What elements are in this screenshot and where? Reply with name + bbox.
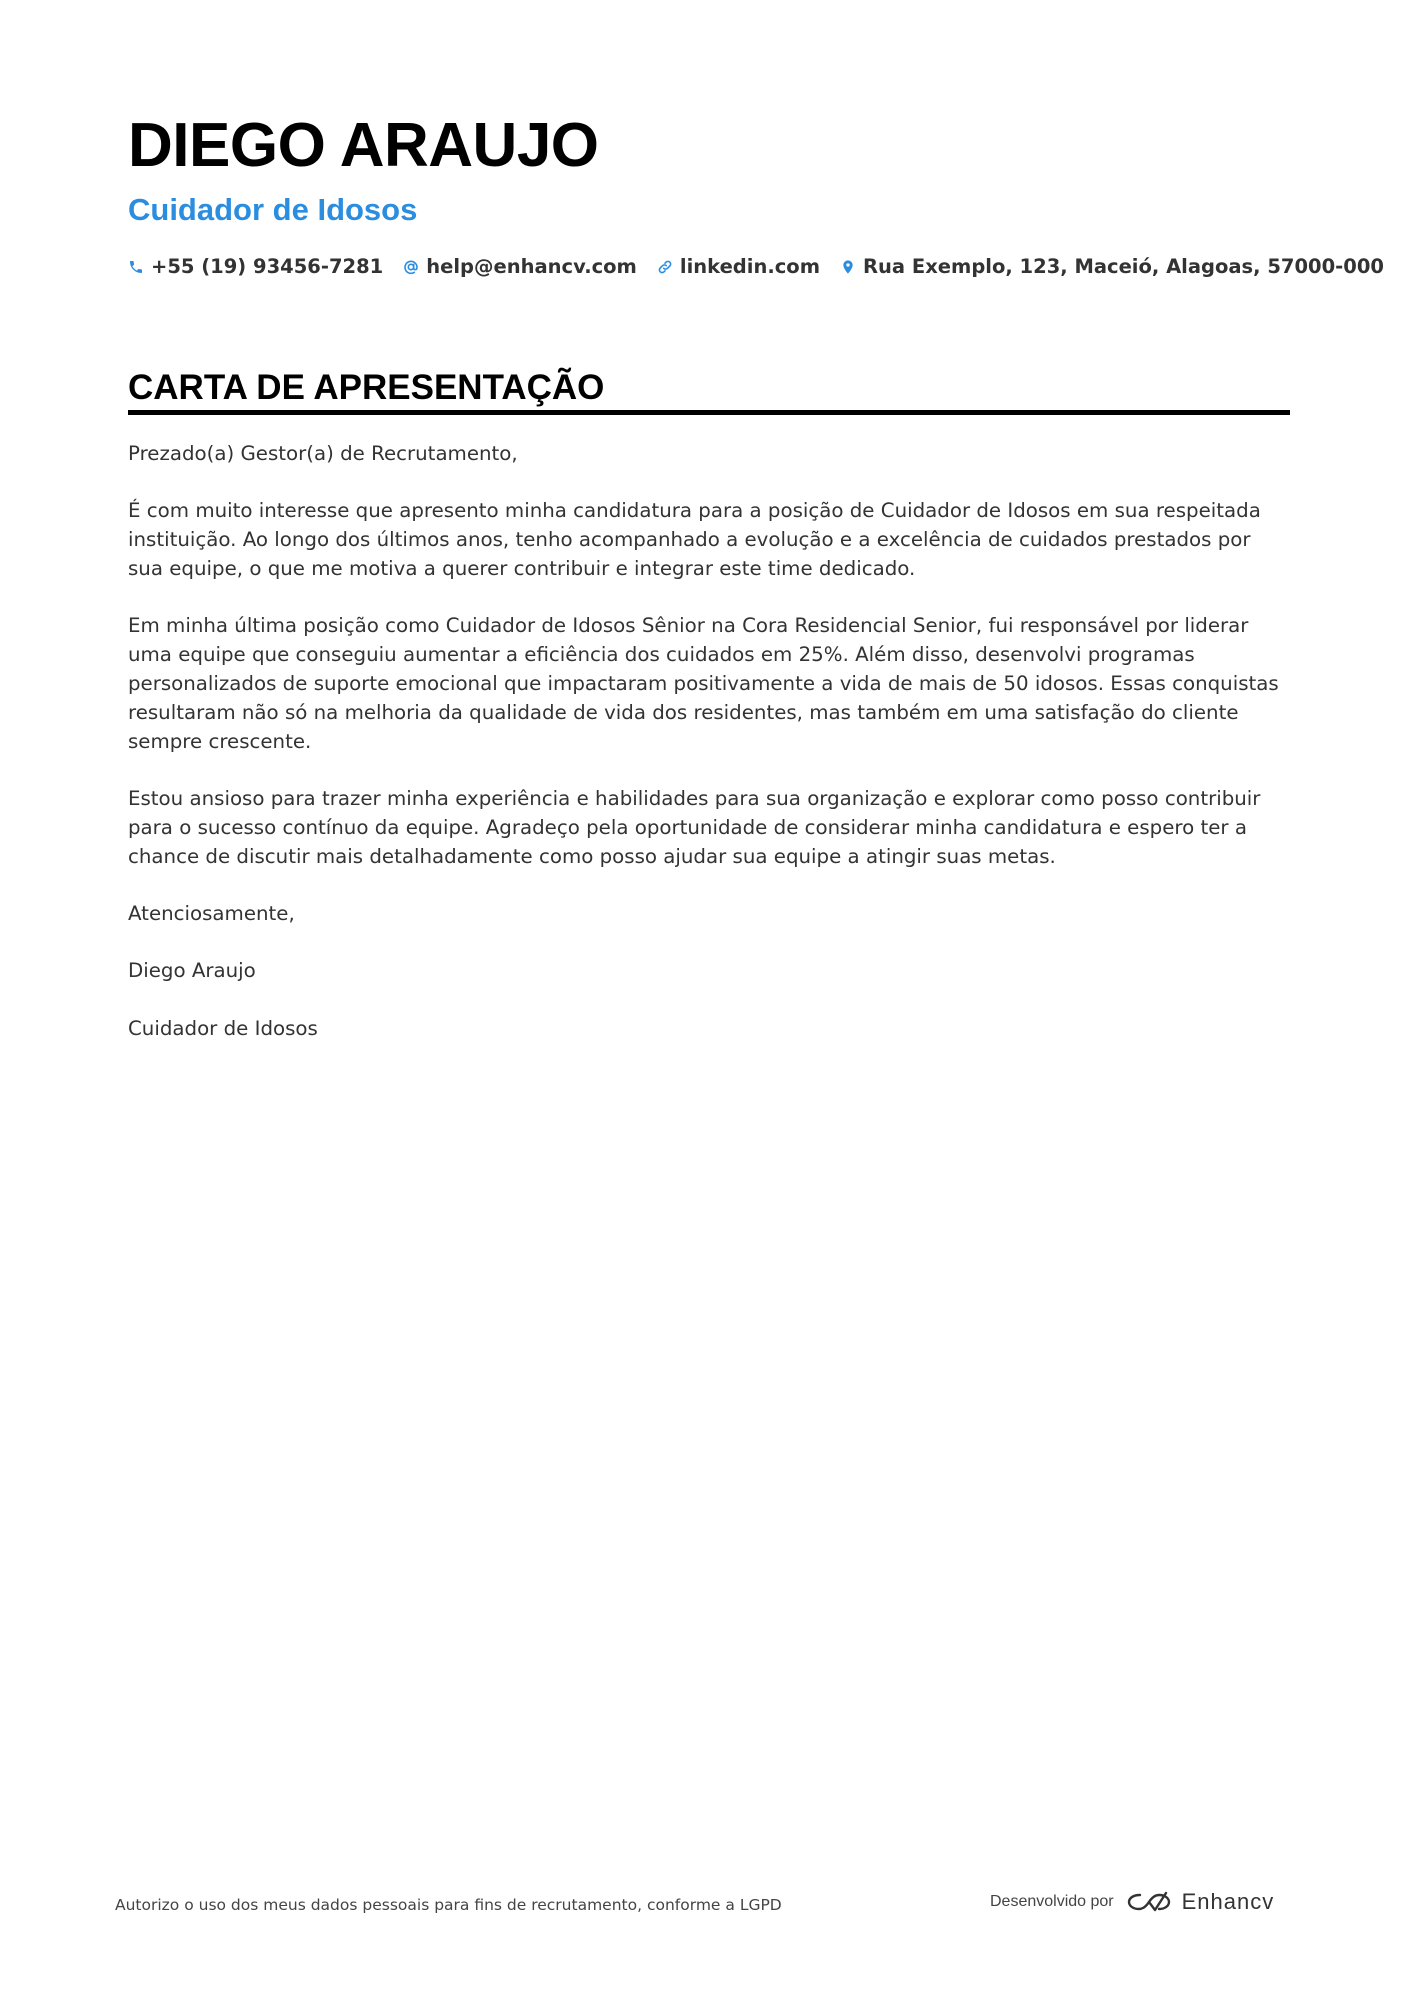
contact-linkedin[interactable] — [657, 252, 820, 282]
letter-paragraph: Em minha última posição como Cuidador de Idosos Sênior na Cora Residencial Senior, fui responsável por liderar uma equipe que conseguiu aumentar a eficiência dos cuidados em 25%. Além disso, desenvolvi programas personalizados de suporte emocional que impactaram positivamente a vida de mais de 50 idosos. Essas conquistas resultaram não só na melhoria da qualidade de vida dos residentes, mas também em uma satisfação do cliente sempre crescente. — [128, 614, 1279, 753]
at-icon — [403, 259, 419, 275]
footer-consent: Autorizo o uso dos meus dados pessoais para fins de recrutamento, conforme a LGPD — [115, 1896, 782, 1914]
contact-address — [840, 252, 1384, 282]
signature-name: Diego Araujo — [128, 959, 256, 983]
link-icon — [657, 259, 673, 275]
contact-email[interactable] — [403, 252, 637, 282]
contact-bar — [128, 252, 1404, 282]
contact-phone[interactable] — [128, 252, 383, 282]
location-pin-icon — [840, 259, 856, 275]
job-title: Cuidador de Idosos — [128, 192, 418, 227]
phone-icon — [128, 259, 144, 275]
letter-greeting: Prezado(a) Gestor(a) de Recrutamento, — [128, 442, 518, 465]
section-title: CARTA DE APRESENTAÇÃO — [128, 366, 1290, 415]
brand-name: Enhancv — [1181, 1889, 1275, 1914]
letter-paragraph: Estou ansioso para trazer minha experiência e habilidades para sua organização e explorar como posso contribuir para o sucesso contínuo da equipe. Agradeço pela oportunidade de considerar minha candidatura e espero ter a chance de discutir mais detalhadamente como posso ajudar sua equipe a atingir suas metas. — [128, 786, 1261, 868]
candidate-name: DIEGO ARAUJO — [128, 111, 599, 180]
footer-brand[interactable] — [990, 1889, 1274, 1915]
contact-address-text: Rua Exemplo, 123, Maceió, Alagoas, 57000-000 — [863, 255, 1384, 278]
contact-phone-text: +55 (19) 93456-7281 — [151, 255, 384, 278]
letter-body — [128, 440, 1290, 1072]
signature-title: Cuidador de Idosos — [128, 1016, 318, 1040]
powered-by-label: Desenvolvido por — [990, 1893, 1114, 1910]
enhancv-logo-icon — [1126, 1889, 1172, 1915]
letter-paragraph: É com muito interesse que apresento minha candidatura para a posição de Cuidador de Idosos em sua respeitada instituição. Ao longo dos últimos anos, tenho acompanhado a evolução e a excelência de cuidados prestados por sua equipe, o que me motiva a querer contribuir e integrar este time dedicado. — [128, 499, 1261, 580]
contact-email-text: help@enhancv.com — [426, 255, 637, 278]
contact-linkedin-text: linkedin.com — [679, 255, 821, 278]
letter-closing: Atenciosamente, — [128, 901, 295, 925]
